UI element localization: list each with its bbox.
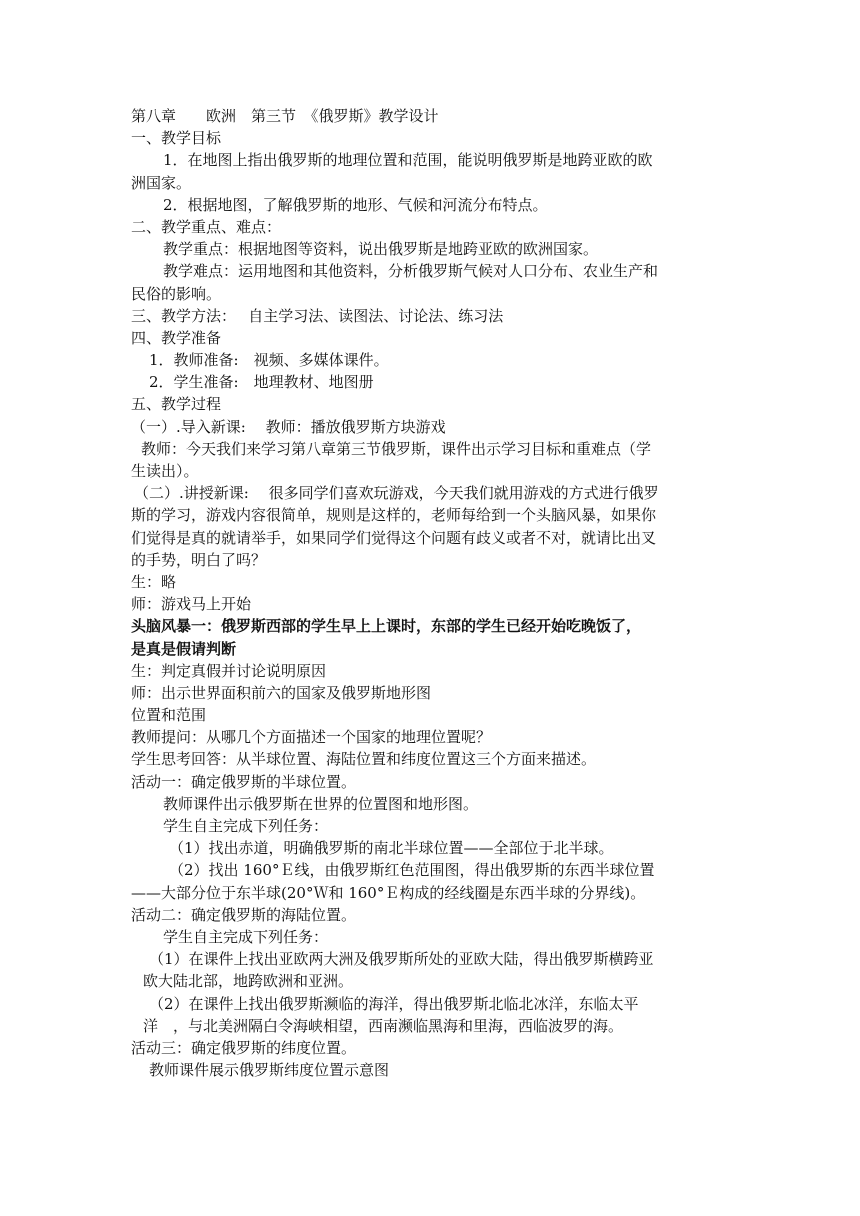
process-teaching-text-3: 的手势，明白了吗？ — [131, 550, 267, 569]
objective-item-2: 2．根据地图，了解俄罗斯的地形、气候和河流分布特点。 — [163, 195, 548, 214]
activity-one-heading: 活动一：确定俄罗斯的半球位置。 — [131, 772, 357, 791]
document-title: 第八章 欧洲 第三节 《俄罗斯》教学设计 — [131, 107, 439, 125]
section-heading-key-points: 二、教学重点、难点： — [131, 217, 282, 236]
activity-two-task-1: （1）在课件上找出亚欧两大洲及俄罗斯所处的亚欧大陆，得出俄罗斯横跨亚 — [149, 950, 654, 969]
activity-two-task-2: （2）在课件上找出俄罗斯濒临的海洋，得出俄罗斯北临北冰洋，东临太平 — [149, 994, 639, 1013]
student-response-2: 生：判定真假并讨论说明原因 — [131, 661, 327, 680]
difficult-point-text-continued: 民俗的影响。 — [131, 284, 222, 303]
section-heading-methods: 三、教学方法： 自主学习法、读图法、讨论法、练习法 — [131, 306, 504, 325]
subheading-location-extent: 位置和范围 — [131, 706, 207, 725]
preparation-student: 2．学生准备: 地理教材、地图册 — [149, 373, 374, 392]
brainstorm-one-heading: 头脑风暴一：俄罗斯西部的学生早上上课时，东部的学生已经开始吃晚饭了， — [131, 617, 642, 636]
key-point-text: 教学重点：根据地图等资料，说出俄罗斯是地跨亚欧的欧洲国家。 — [163, 240, 599, 259]
activity-two-task-2-continued: 洋 ，与北美洲隔白令海峡相望，西南濒临黑海和里海，西临波罗的海。 — [143, 1016, 624, 1035]
activity-two-student-task: 学生自主完成下列任务： — [163, 927, 329, 946]
activity-one-task-1: （1）找出赤道，明确俄罗斯的南北半球位置——全部位于北半球。 — [169, 839, 614, 858]
student-answer: 学生思考回答：从半球位置、海陆位置和纬度位置这三个方面来描述。 — [131, 750, 597, 769]
process-intro-text-continued: 生读出）。 — [131, 462, 199, 480]
activity-one-task-2: （2）找出 160°Ｅ线，由俄罗斯红色范围图，得出俄罗斯的东西半球位置 — [169, 861, 655, 880]
process-intro-heading: （一）.导入新课: 教师：播放俄罗斯方块游戏 — [131, 417, 446, 436]
objective-item-1: 1．在地图上指出俄罗斯的地理位置和范围，能说明俄罗斯是地跨亚欧的欧 — [163, 151, 653, 170]
process-teaching-text-1: 斯的学习，游戏内容很简单，规则是这样的，老师每给到一个头脑风暴，如果你 — [131, 506, 657, 525]
activity-one-task-2-continued: ——大部分位于东半球(20°Ｗ和 160°Ｅ构成的经线圈是东西半球的分界线)。 — [131, 883, 646, 902]
preparation-teacher: 1．教师准备: 视频、多媒体课件。 — [149, 351, 389, 370]
activity-one-teacher-text: 教师课件出示俄罗斯在世界的位置图和地形图。 — [163, 794, 479, 813]
activity-two-task-1-continued: 欧大陆北部，地跨欧洲和亚洲。 — [143, 972, 354, 991]
section-heading-process: 五、教学过程 — [131, 395, 222, 414]
section-heading-objectives: 一、教学目标 — [131, 129, 222, 148]
activity-three-teacher-text: 教师课件展示俄罗斯纬度位置示意图 — [149, 1061, 390, 1080]
document-body — [131, 105, 741, 1081]
teacher-question: 教师提问：从哪几个方面描述一个国家的地理位置呢？ — [131, 728, 492, 747]
process-teaching-text-2: 们觉得是真的就请举手，如果同学们觉得这个问题有歧义或者不对，就请比出叉 — [131, 528, 657, 547]
brainstorm-one-heading-continued: 是真是假请判断 — [131, 639, 237, 658]
process-teaching-heading: （二）.讲授新课: 很多同学们喜欢玩游戏，今天我们就用游戏的方式进行俄罗 — [134, 484, 659, 503]
activity-one-student-task: 学生自主完成下列任务： — [163, 817, 329, 835]
teacher-line-game-start: 师：游戏马上开始 — [131, 595, 252, 614]
difficult-point-text: 教学难点：运用地图和其他资料，分析俄罗斯气候对人口分布、农业生产和 — [163, 262, 659, 281]
activity-three-heading: 活动三：确定俄罗斯的纬度位置。 — [131, 1038, 357, 1057]
process-intro-text: 教师：今天我们来学习第八章第三节俄罗斯，课件出示学习目标和重难点（学 — [141, 439, 652, 458]
section-heading-preparation: 四、教学准备 — [131, 328, 222, 347]
teacher-line-show-maps: 师：出示世界面积前六的国家及俄罗斯地形图 — [131, 683, 432, 702]
activity-two-heading: 活动二：确定俄罗斯的海陆位置。 — [131, 905, 357, 924]
student-response-1: 生：略 — [131, 572, 177, 591]
objective-item-1-continued: 洲国家。 — [131, 173, 192, 192]
